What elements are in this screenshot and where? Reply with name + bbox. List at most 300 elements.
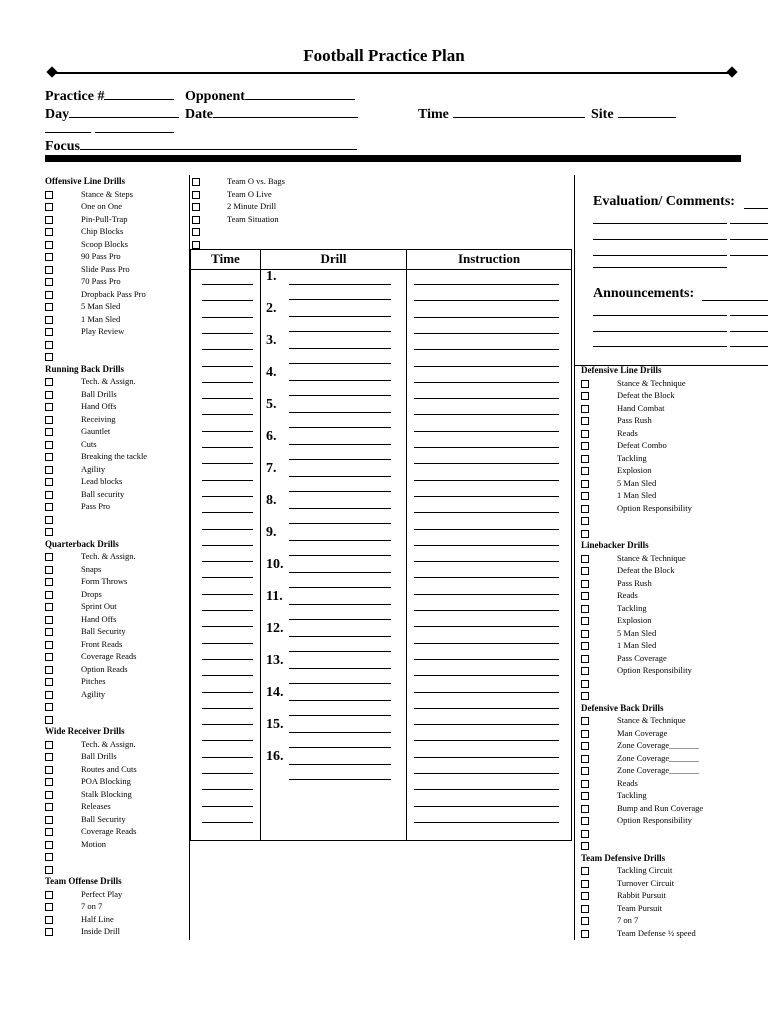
drill-checkbox-item[interactable] <box>581 777 766 790</box>
drill-entry-line[interactable] <box>289 331 391 332</box>
drill-checkbox-item[interactable] <box>581 652 766 665</box>
checkbox-icon[interactable] <box>581 442 589 450</box>
instruction-entry-line[interactable] <box>414 512 559 513</box>
instruction-entry-line[interactable] <box>414 463 559 464</box>
drill-checkbox-item[interactable] <box>45 413 187 426</box>
checkbox-icon[interactable] <box>581 805 589 813</box>
instruction-entry-line[interactable] <box>414 610 559 611</box>
practice-number-field[interactable] <box>45 86 174 105</box>
checkbox-icon[interactable] <box>581 530 589 538</box>
time-entry-line[interactable] <box>202 692 253 693</box>
checkbox-icon[interactable] <box>45 216 53 224</box>
drill-entry-line[interactable] <box>289 651 391 652</box>
checkbox-icon[interactable] <box>45 341 53 349</box>
drill-checkbox-item[interactable] <box>45 388 187 401</box>
time-entry-line[interactable] <box>202 414 253 415</box>
checkbox-icon[interactable] <box>45 591 53 599</box>
checkbox-icon[interactable] <box>45 453 53 461</box>
drill-checkbox-item[interactable] <box>45 513 187 526</box>
time-entry-line[interactable] <box>202 626 253 627</box>
time-entry-line[interactable] <box>202 789 253 790</box>
time-entry-line[interactable] <box>202 740 253 741</box>
drill-checkbox-item[interactable] <box>45 225 187 238</box>
checkbox-icon[interactable] <box>45 916 53 924</box>
drill-checkbox-item[interactable] <box>581 827 766 840</box>
drill-checkbox-item[interactable] <box>45 275 187 288</box>
drill-checkbox-item[interactable] <box>581 902 766 915</box>
time-entry-line[interactable] <box>202 806 253 807</box>
drill-entry-line[interactable] <box>289 572 391 573</box>
instruction-entry-line[interactable] <box>414 561 559 562</box>
checkbox-icon[interactable] <box>581 755 589 763</box>
opponent-field[interactable] <box>185 86 355 105</box>
checkbox-icon[interactable] <box>45 778 53 786</box>
instruction-entry-line[interactable] <box>414 806 559 807</box>
drill-checkbox-item[interactable] <box>581 752 766 765</box>
time-entry-line[interactable] <box>202 349 253 350</box>
instruction-entry-line[interactable] <box>414 626 559 627</box>
time-entry-line[interactable] <box>202 317 253 318</box>
checkbox-icon[interactable] <box>581 517 589 525</box>
checkbox-icon[interactable] <box>45 928 53 936</box>
drill-checkbox-item[interactable] <box>581 414 766 427</box>
checkbox-icon[interactable] <box>581 467 589 475</box>
instruction-entry-line[interactable] <box>414 545 559 546</box>
checkbox-icon[interactable] <box>192 203 200 211</box>
checkbox-icon[interactable] <box>581 742 589 750</box>
date-field[interactable] <box>185 104 358 123</box>
instruction-entry-line[interactable] <box>414 675 559 676</box>
instruction-entry-line[interactable] <box>414 414 559 415</box>
drill-checkbox-item[interactable] <box>581 877 766 890</box>
time-entry-line[interactable] <box>202 610 253 611</box>
checkbox-icon[interactable] <box>45 428 53 436</box>
drill-checkbox-item[interactable] <box>45 825 187 838</box>
time-entry-line[interactable] <box>202 675 253 676</box>
drill-entry-line[interactable] <box>289 508 391 509</box>
team-checkbox-item[interactable] <box>192 225 352 238</box>
drill-checkbox-item[interactable] <box>581 577 766 590</box>
drill-entry-line[interactable] <box>289 555 391 556</box>
drill-checkbox-item[interactable] <box>45 888 187 901</box>
checkbox-icon[interactable] <box>45 203 53 211</box>
drill-checkbox-item[interactable] <box>45 913 187 926</box>
checkbox-icon[interactable] <box>581 430 589 438</box>
drill-checkbox-item[interactable] <box>45 550 187 563</box>
instruction-entry-line[interactable] <box>414 529 559 530</box>
checkbox-icon[interactable] <box>45 703 53 711</box>
time-entry-line[interactable] <box>202 529 253 530</box>
checkbox-icon[interactable] <box>45 416 53 424</box>
drill-checkbox-item[interactable] <box>581 664 766 677</box>
instruction-entry-line[interactable] <box>414 398 559 399</box>
instruction-entry-line[interactable] <box>414 740 559 741</box>
drill-checkbox-item[interactable] <box>45 738 187 751</box>
checkbox-icon[interactable] <box>581 580 589 588</box>
checkbox-icon[interactable] <box>45 316 53 324</box>
drill-checkbox-item[interactable] <box>45 375 187 388</box>
checkbox-icon[interactable] <box>192 216 200 224</box>
checkbox-icon[interactable] <box>45 866 53 874</box>
instruction-entry-line[interactable] <box>414 447 559 448</box>
checkbox-icon[interactable] <box>45 503 53 511</box>
checkbox-icon[interactable] <box>45 278 53 286</box>
drill-checkbox-item[interactable] <box>45 188 187 201</box>
drill-checkbox-item[interactable] <box>581 814 766 827</box>
checkbox-icon[interactable] <box>581 480 589 488</box>
drill-checkbox-item[interactable] <box>581 689 766 702</box>
drill-entry-line[interactable] <box>289 700 391 701</box>
checkbox-icon[interactable] <box>45 328 53 336</box>
instruction-entry-line[interactable] <box>414 300 559 301</box>
drill-checkbox-item[interactable] <box>45 450 187 463</box>
checkbox-icon[interactable] <box>45 903 53 911</box>
instruction-entry-line[interactable] <box>414 822 559 823</box>
checkbox-icon[interactable] <box>45 528 53 536</box>
focus-field[interactable] <box>45 136 357 155</box>
drill-checkbox-item[interactable] <box>581 927 766 940</box>
checkbox-icon[interactable] <box>581 880 589 888</box>
checkbox-icon[interactable] <box>581 780 589 788</box>
drill-checkbox-item[interactable] <box>581 627 766 640</box>
drill-checkbox-item[interactable] <box>581 839 766 852</box>
drill-entry-line[interactable] <box>289 732 391 733</box>
checkbox-icon[interactable] <box>45 628 53 636</box>
checkbox-icon[interactable] <box>45 603 53 611</box>
drill-checkbox-item[interactable] <box>581 439 766 452</box>
site-field[interactable] <box>591 104 676 123</box>
checkbox-icon[interactable] <box>581 680 589 688</box>
checkbox-icon[interactable] <box>45 253 53 261</box>
drill-entry-line[interactable] <box>289 636 391 637</box>
checkbox-icon[interactable] <box>45 891 53 899</box>
drill-entry-line[interactable] <box>289 604 391 605</box>
time-entry-line[interactable] <box>202 300 253 301</box>
checkbox-icon[interactable] <box>45 516 53 524</box>
drill-checkbox-item[interactable] <box>581 464 766 477</box>
checkbox-icon[interactable] <box>581 817 589 825</box>
checkbox-icon[interactable] <box>192 191 200 199</box>
drill-entry-line[interactable] <box>289 444 391 445</box>
time-entry-line[interactable] <box>202 659 253 660</box>
checkbox-icon[interactable] <box>581 605 589 613</box>
drill-checkbox-item[interactable] <box>45 650 187 663</box>
drill-checkbox-item[interactable] <box>581 552 766 565</box>
instruction-entry-line[interactable] <box>414 284 559 285</box>
drill-checkbox-item[interactable] <box>45 688 187 701</box>
drill-checkbox-item[interactable] <box>45 250 187 263</box>
instruction-entry-line[interactable] <box>414 659 559 660</box>
checkbox-icon[interactable] <box>45 241 53 249</box>
checkbox-icon[interactable] <box>581 380 589 388</box>
drill-entry-line[interactable] <box>289 523 391 524</box>
checkbox-icon[interactable] <box>581 692 589 700</box>
drill-checkbox-item[interactable] <box>581 602 766 615</box>
drill-entry-line[interactable] <box>289 668 391 669</box>
checkbox-icon[interactable] <box>581 867 589 875</box>
drill-checkbox-item[interactable] <box>581 389 766 402</box>
instruction-entry-line[interactable] <box>414 724 559 725</box>
checkbox-icon[interactable] <box>581 642 589 650</box>
checkbox-icon[interactable] <box>581 417 589 425</box>
drill-checkbox-item[interactable] <box>581 714 766 727</box>
drill-entry-line[interactable] <box>289 476 391 477</box>
checkbox-icon[interactable] <box>45 291 53 299</box>
checkbox-icon[interactable] <box>45 266 53 274</box>
drill-checkbox-item[interactable] <box>581 727 766 740</box>
checkbox-icon[interactable] <box>45 853 53 861</box>
drill-checkbox-item[interactable] <box>45 675 187 688</box>
drill-entry-line[interactable] <box>289 395 391 396</box>
instruction-entry-line[interactable] <box>414 496 559 497</box>
drill-checkbox-item[interactable] <box>581 789 766 802</box>
team-checkbox-item[interactable] <box>192 213 352 226</box>
checkbox-icon[interactable] <box>581 505 589 513</box>
checkbox-icon[interactable] <box>45 828 53 836</box>
drill-checkbox-item[interactable] <box>581 914 766 927</box>
drill-checkbox-item[interactable] <box>45 663 187 676</box>
drill-checkbox-item[interactable] <box>45 788 187 801</box>
checkbox-icon[interactable] <box>192 228 200 236</box>
checkbox-icon[interactable] <box>581 917 589 925</box>
time-entry-line[interactable] <box>202 757 253 758</box>
checkbox-icon[interactable] <box>581 555 589 563</box>
checkbox-icon[interactable] <box>192 178 200 186</box>
checkbox-icon[interactable] <box>45 653 53 661</box>
checkbox-icon[interactable] <box>581 655 589 663</box>
drill-entry-line[interactable] <box>289 316 391 317</box>
checkbox-icon[interactable] <box>45 578 53 586</box>
drill-checkbox-item[interactable] <box>45 900 187 913</box>
drill-checkbox-item[interactable] <box>45 200 187 213</box>
time-entry-line[interactable] <box>202 708 253 709</box>
time-entry-line[interactable] <box>202 284 253 285</box>
drill-checkbox-item[interactable] <box>45 438 187 451</box>
drill-checkbox-item[interactable] <box>45 500 187 513</box>
drill-checkbox-item[interactable] <box>45 463 187 476</box>
instruction-entry-line[interactable] <box>414 366 559 367</box>
checkbox-icon[interactable] <box>45 403 53 411</box>
checkbox-icon[interactable] <box>581 392 589 400</box>
team-checkbox-item[interactable] <box>192 188 352 201</box>
time-entry-line[interactable] <box>202 822 253 823</box>
drill-checkbox-item[interactable] <box>45 838 187 851</box>
drill-checkbox-item[interactable] <box>45 288 187 301</box>
drill-entry-line[interactable] <box>289 363 391 364</box>
drill-checkbox-item[interactable] <box>581 402 766 415</box>
drill-checkbox-item[interactable] <box>45 263 187 276</box>
checkbox-icon[interactable] <box>581 767 589 775</box>
drill-checkbox-item[interactable] <box>45 350 187 363</box>
drill-checkbox-item[interactable] <box>581 639 766 652</box>
checkbox-icon[interactable] <box>581 630 589 638</box>
checkbox-icon[interactable] <box>45 716 53 724</box>
drill-entry-line[interactable] <box>289 683 391 684</box>
instruction-entry-line[interactable] <box>414 789 559 790</box>
time-entry-line[interactable] <box>202 594 253 595</box>
drill-checkbox-item[interactable] <box>45 863 187 876</box>
drill-checkbox-item[interactable] <box>581 802 766 815</box>
drill-checkbox-item[interactable] <box>45 213 187 226</box>
drill-checkbox-item[interactable] <box>45 525 187 538</box>
checkbox-icon[interactable] <box>581 592 589 600</box>
drill-checkbox-item[interactable] <box>45 700 187 713</box>
checkbox-icon[interactable] <box>581 892 589 900</box>
checkbox-icon[interactable] <box>45 566 53 574</box>
checkbox-icon[interactable] <box>45 191 53 199</box>
checkbox-icon[interactable] <box>45 391 53 399</box>
checkbox-icon[interactable] <box>581 730 589 738</box>
time-entry-line[interactable] <box>202 431 253 432</box>
checkbox-icon[interactable] <box>45 741 53 749</box>
instruction-entry-line[interactable] <box>414 692 559 693</box>
drill-checkbox-item[interactable] <box>45 625 187 638</box>
drill-entry-line[interactable] <box>289 619 391 620</box>
drill-checkbox-item[interactable] <box>45 300 187 313</box>
drill-checkbox-item[interactable] <box>45 925 187 938</box>
checkbox-icon[interactable] <box>581 830 589 838</box>
drill-checkbox-item[interactable] <box>581 502 766 515</box>
instruction-entry-line[interactable] <box>414 431 559 432</box>
drill-checkbox-item[interactable] <box>581 614 766 627</box>
drill-checkbox-item[interactable] <box>581 589 766 602</box>
checkbox-icon[interactable] <box>581 405 589 413</box>
drill-checkbox-item[interactable] <box>581 477 766 490</box>
time-entry-line[interactable] <box>202 724 253 725</box>
checkbox-icon[interactable] <box>45 641 53 649</box>
drill-checkbox-item[interactable] <box>45 588 187 601</box>
instruction-entry-line[interactable] <box>414 773 559 774</box>
checkbox-icon[interactable] <box>192 241 200 249</box>
drill-checkbox-item[interactable] <box>581 864 766 877</box>
drill-checkbox-item[interactable] <box>581 514 766 527</box>
drill-checkbox-item[interactable] <box>581 677 766 690</box>
drill-checkbox-item[interactable] <box>45 775 187 788</box>
time-field[interactable] <box>418 104 585 123</box>
drill-checkbox-item[interactable] <box>581 427 766 440</box>
drill-checkbox-item[interactable] <box>45 325 187 338</box>
drill-checkbox-item[interactable] <box>45 400 187 413</box>
instruction-entry-line[interactable] <box>414 349 559 350</box>
drill-checkbox-item[interactable] <box>45 475 187 488</box>
checkbox-icon[interactable] <box>581 667 589 675</box>
time-entry-line[interactable] <box>202 382 253 383</box>
checkbox-icon[interactable] <box>45 466 53 474</box>
checkbox-icon[interactable] <box>581 930 589 938</box>
checkbox-icon[interactable] <box>581 617 589 625</box>
drill-checkbox-item[interactable] <box>45 638 187 651</box>
checkbox-icon[interactable] <box>45 841 53 849</box>
instruction-entry-line[interactable] <box>414 480 559 481</box>
checkbox-icon[interactable] <box>45 616 53 624</box>
drill-checkbox-item[interactable] <box>581 377 766 390</box>
drill-entry-line[interactable] <box>289 412 391 413</box>
checkbox-icon[interactable] <box>45 228 53 236</box>
drill-checkbox-item[interactable] <box>581 564 766 577</box>
checkbox-icon[interactable] <box>45 791 53 799</box>
checkbox-icon[interactable] <box>45 378 53 386</box>
checkbox-icon[interactable] <box>45 678 53 686</box>
instruction-entry-line[interactable] <box>414 577 559 578</box>
checkbox-icon[interactable] <box>45 303 53 311</box>
time-entry-line[interactable] <box>202 398 253 399</box>
drill-checkbox-item[interactable] <box>45 425 187 438</box>
drill-checkbox-item[interactable] <box>581 764 766 777</box>
time-entry-line[interactable] <box>202 480 253 481</box>
drill-entry-line[interactable] <box>289 764 391 765</box>
drill-checkbox-item[interactable] <box>45 488 187 501</box>
drill-checkbox-item[interactable] <box>581 739 766 752</box>
time-entry-line[interactable] <box>202 773 253 774</box>
time-entry-line[interactable] <box>202 512 253 513</box>
instruction-entry-line[interactable] <box>414 317 559 318</box>
drill-checkbox-item[interactable] <box>45 575 187 588</box>
drill-entry-line[interactable] <box>289 491 391 492</box>
checkbox-icon[interactable] <box>45 766 53 774</box>
time-entry-line[interactable] <box>202 496 253 497</box>
drill-checkbox-item[interactable] <box>45 600 187 613</box>
time-entry-line[interactable] <box>202 333 253 334</box>
checkbox-icon[interactable] <box>45 491 53 499</box>
drill-entry-line[interactable] <box>289 348 391 349</box>
drill-checkbox-item[interactable] <box>581 527 766 540</box>
drill-entry-line[interactable] <box>289 715 391 716</box>
instruction-entry-line[interactable] <box>414 708 559 709</box>
drill-checkbox-item[interactable] <box>45 313 187 326</box>
drill-entry-line[interactable] <box>289 540 391 541</box>
drill-entry-line[interactable] <box>289 299 391 300</box>
drill-entry-line[interactable] <box>289 380 391 381</box>
time-entry-line[interactable] <box>202 447 253 448</box>
drill-checkbox-item[interactable] <box>45 563 187 576</box>
drill-checkbox-item[interactable] <box>45 238 187 251</box>
checkbox-icon[interactable] <box>45 816 53 824</box>
drill-checkbox-item[interactable] <box>45 850 187 863</box>
checkbox-icon[interactable] <box>581 455 589 463</box>
checkbox-icon[interactable] <box>45 353 53 361</box>
team-checkbox-item[interactable] <box>192 200 352 213</box>
checkbox-icon[interactable] <box>45 691 53 699</box>
time-entry-line[interactable] <box>202 545 253 546</box>
checkbox-icon[interactable] <box>45 441 53 449</box>
instruction-entry-line[interactable] <box>414 757 559 758</box>
drill-checkbox-item[interactable] <box>45 613 187 626</box>
time-entry-line[interactable] <box>202 561 253 562</box>
drill-checkbox-item[interactable] <box>45 750 187 763</box>
drill-entry-line[interactable] <box>289 459 391 460</box>
drill-checkbox-item[interactable] <box>581 452 766 465</box>
drill-entry-line[interactable] <box>289 284 391 285</box>
drill-checkbox-item[interactable] <box>45 800 187 813</box>
checkbox-icon[interactable] <box>45 803 53 811</box>
time-entry-line[interactable] <box>202 463 253 464</box>
time-entry-line[interactable] <box>202 366 253 367</box>
day-field[interactable] <box>45 104 179 123</box>
checkbox-icon[interactable] <box>581 792 589 800</box>
checkbox-icon[interactable] <box>45 666 53 674</box>
drill-checkbox-item[interactable] <box>45 763 187 776</box>
checkbox-icon[interactable] <box>581 717 589 725</box>
drill-checkbox-item[interactable] <box>45 713 187 726</box>
drill-entry-line[interactable] <box>289 587 391 588</box>
time-entry-line[interactable] <box>202 643 253 644</box>
checkbox-icon[interactable] <box>581 905 589 913</box>
checkbox-icon[interactable] <box>45 753 53 761</box>
team-checkbox-item[interactable] <box>192 175 352 188</box>
time-entry-line[interactable] <box>202 577 253 578</box>
drill-checkbox-item[interactable] <box>581 889 766 902</box>
drill-checkbox-item[interactable] <box>45 338 187 351</box>
